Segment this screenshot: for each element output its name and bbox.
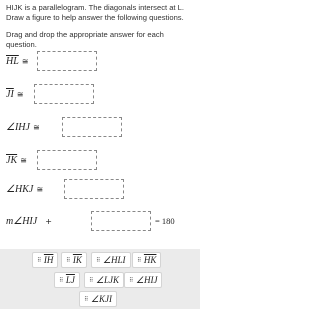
statement-ihj <box>6 117 40 137</box>
answer-chip-hk[interactable]: ⠿ $\overline{HK}$ <box>132 252 161 268</box>
drag-handle-icon: ⠿ <box>137 256 141 264</box>
drop-zone-ihj[interactable] <box>62 117 122 137</box>
drag-handle-icon: ⠿ <box>96 256 100 264</box>
congruent-symbol: ≅ <box>21 56 29 66</box>
drop-zone-ji[interactable] <box>34 84 94 104</box>
question-instruction: Drag and drop the appropriate answer for each question. <box>6 30 164 49</box>
drag-handle-icon: ⠿ <box>66 256 70 264</box>
drop-zone-mhij[interactable] <box>91 211 151 231</box>
congruent-symbol: ≅ <box>36 184 44 194</box>
question-intro: HIJK is a parallelogram. The diagonals intersect at L. Draw a figure to help answer the following questions. <box>6 3 184 22</box>
statement-label: $\overline{JI}$ <box>6 88 14 100</box>
drag-handle-icon: ⠿ <box>129 276 133 284</box>
drop-zone-jk[interactable] <box>37 150 97 170</box>
answer-chip-hij[interactable]: ⠿ ∠HIJ <box>124 272 162 288</box>
drag-handle-icon: ⠿ <box>37 256 41 264</box>
answer-chip-lj[interactable]: ⠿ $\overline{LJ}$ <box>54 272 80 288</box>
drag-handle-icon: ⠿ <box>89 276 93 284</box>
statement-label: $\overline{HL}$ <box>6 55 19 67</box>
answer-chip-hli[interactable]: ⠿ ∠HLI <box>91 252 131 268</box>
drop-zone-hl[interactable] <box>37 51 97 71</box>
plus-symbol: + <box>45 216 52 226</box>
answer-chip-ih[interactable]: ⠿ $\overline{IH}$ <box>32 252 58 268</box>
statement-label: ∠HKJ <box>6 183 34 195</box>
statement-mhij <box>6 211 52 231</box>
answer-chip-ik[interactable]: ⠿ $\overline{IK}$ <box>61 252 87 268</box>
drag-handle-icon: ⠿ <box>84 295 88 303</box>
statement-ji <box>6 84 23 104</box>
statement-hl <box>6 51 29 71</box>
statement-hkj <box>6 179 43 199</box>
statement-label: m∠HIJ <box>6 215 38 227</box>
congruent-symbol: ≅ <box>32 122 40 132</box>
drag-handle-icon: ⠿ <box>59 276 63 284</box>
congruent-symbol: ≅ <box>16 89 24 99</box>
statement-label: $\overline{JK}$ <box>6 154 18 166</box>
answer-chip-ljk[interactable]: ⠿ ∠LJK <box>84 272 124 288</box>
congruent-symbol: ≅ <box>20 155 27 165</box>
equals-180-label: = 180 <box>155 216 175 226</box>
answer-chip-kji[interactable]: ⠿ ∠KJI <box>79 291 117 307</box>
drop-zone-hkj[interactable] <box>64 179 124 199</box>
statement-jk <box>6 150 27 170</box>
statement-label: ∠IHJ <box>6 121 30 133</box>
